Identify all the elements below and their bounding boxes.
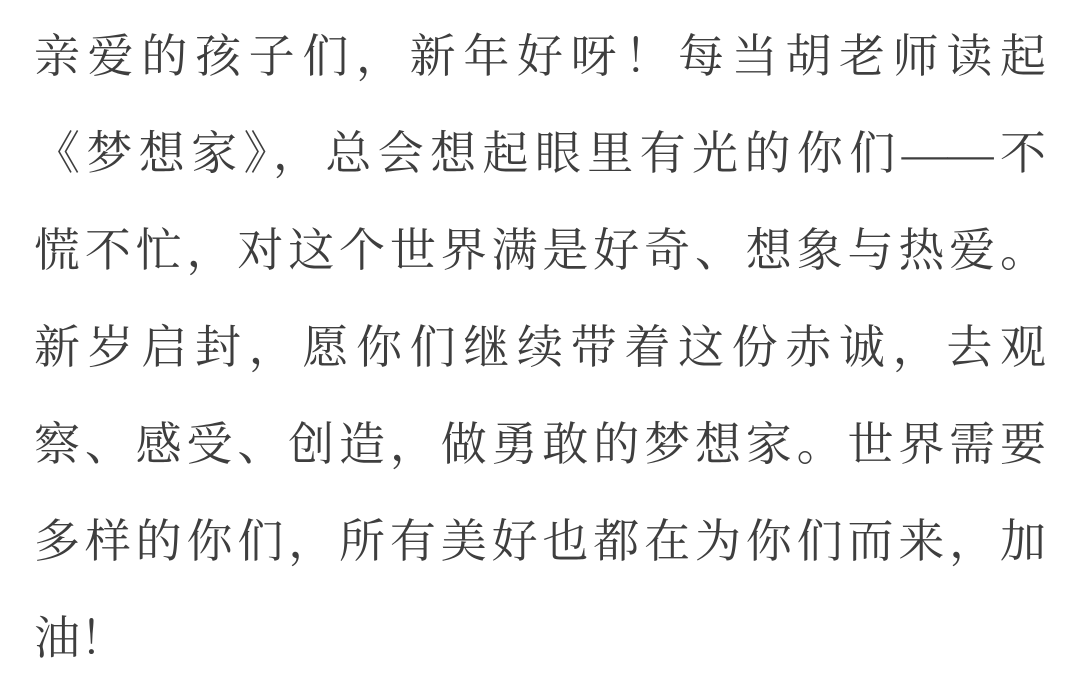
letter-line-3: 慌不忙，对这个世界满是好奇、想象与热爱。 xyxy=(34,225,1046,276)
letter-line-4: 新岁启封，愿你们继续带着这份赤诚，去观 xyxy=(34,322,1046,373)
letter-line-1: 亲爱的孩子们，新年好呀！每当胡老师读起 xyxy=(34,31,1046,82)
letter-line-7: 油！ xyxy=(34,613,126,664)
letter-line-6: 多样的你们，所有美好也都在为你们而来，加 xyxy=(34,516,1046,567)
letter-body xyxy=(34,8,1046,687)
letter-line-2: 《梦想家》，总会想起眼里有光的你们——不 xyxy=(34,128,1046,179)
letter-line-5: 察、感受、创造，做勇敢的梦想家。世界需要 xyxy=(34,419,1046,470)
